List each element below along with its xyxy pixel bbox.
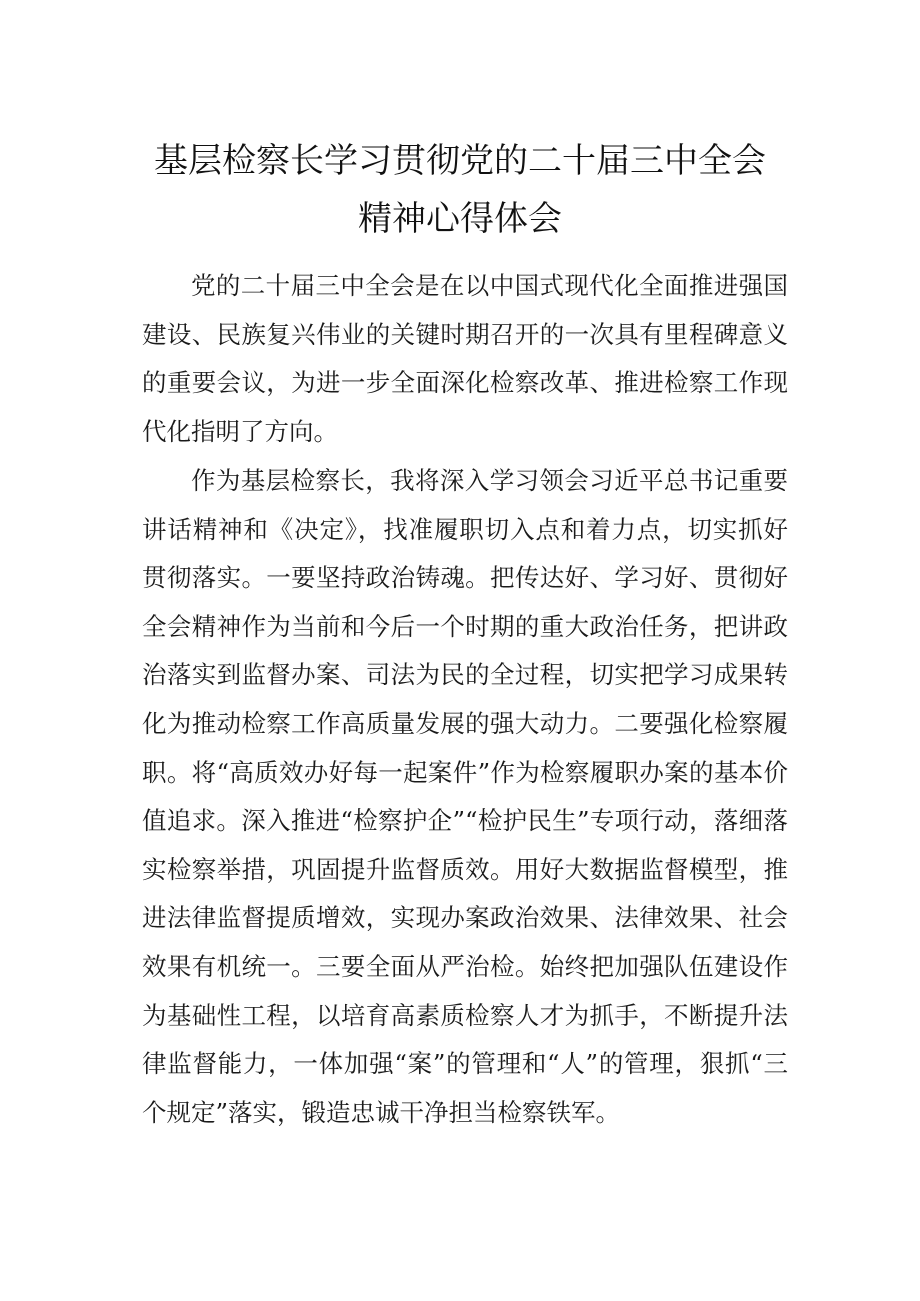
body-paragraph-1-container [142, 262, 788, 456]
body-paragraph-2-container [142, 457, 788, 1137]
body-paragraph-1: 党的二十届三中全会是在以中国式现代化全面推进强国建设、民族复兴伟业的关键时期召开的一次具有里程碑意义的重要会议，为进一步全面深化检察改革、推进检察工作现代化指明了方向。 [142, 271, 788, 446]
document-title-line-2: 精神心得体会 [358, 199, 562, 239]
body-paragraph-2: 作为基层检察长，我将深入学习领会习近平总书记重要讲话精神和《决定》，找准履职切入点和着力点，切实抓好贯彻落实。一要坚持政治铸魂。把传达好、学习好、贯彻好全会精神作为当前和今后一个时期的重大政治任务，把讲政治落实到监督办案、司法为民的全过程，切实把学习成果转化为推动检察工作高质量发展的强大动力。二要强化检察履职。将“高质效办好每一起案件”作为检察履职办案的基本价值追求。深入推进“检察护企”“检护民生”专项行动，落细落实检察举措，巩固提升监督质效。用好大数据监督模型，推进法律监督提质增效，实现办案政治效果、法律效果、社会效果有机统一。三要全面从严治检。始终把加强队伍建设作为基础性工程，以培育高素质检察人才为抓手，不断提升法律监督能力，一体加强“案”的管理和“人”的管理，狠抓“三个规定”落实，锻造忠诚干净担当检察铁军。 [142, 466, 788, 1127]
document-title-line-1: 基层检察长学习贯彻党的二十届三中全会 [154, 141, 766, 181]
